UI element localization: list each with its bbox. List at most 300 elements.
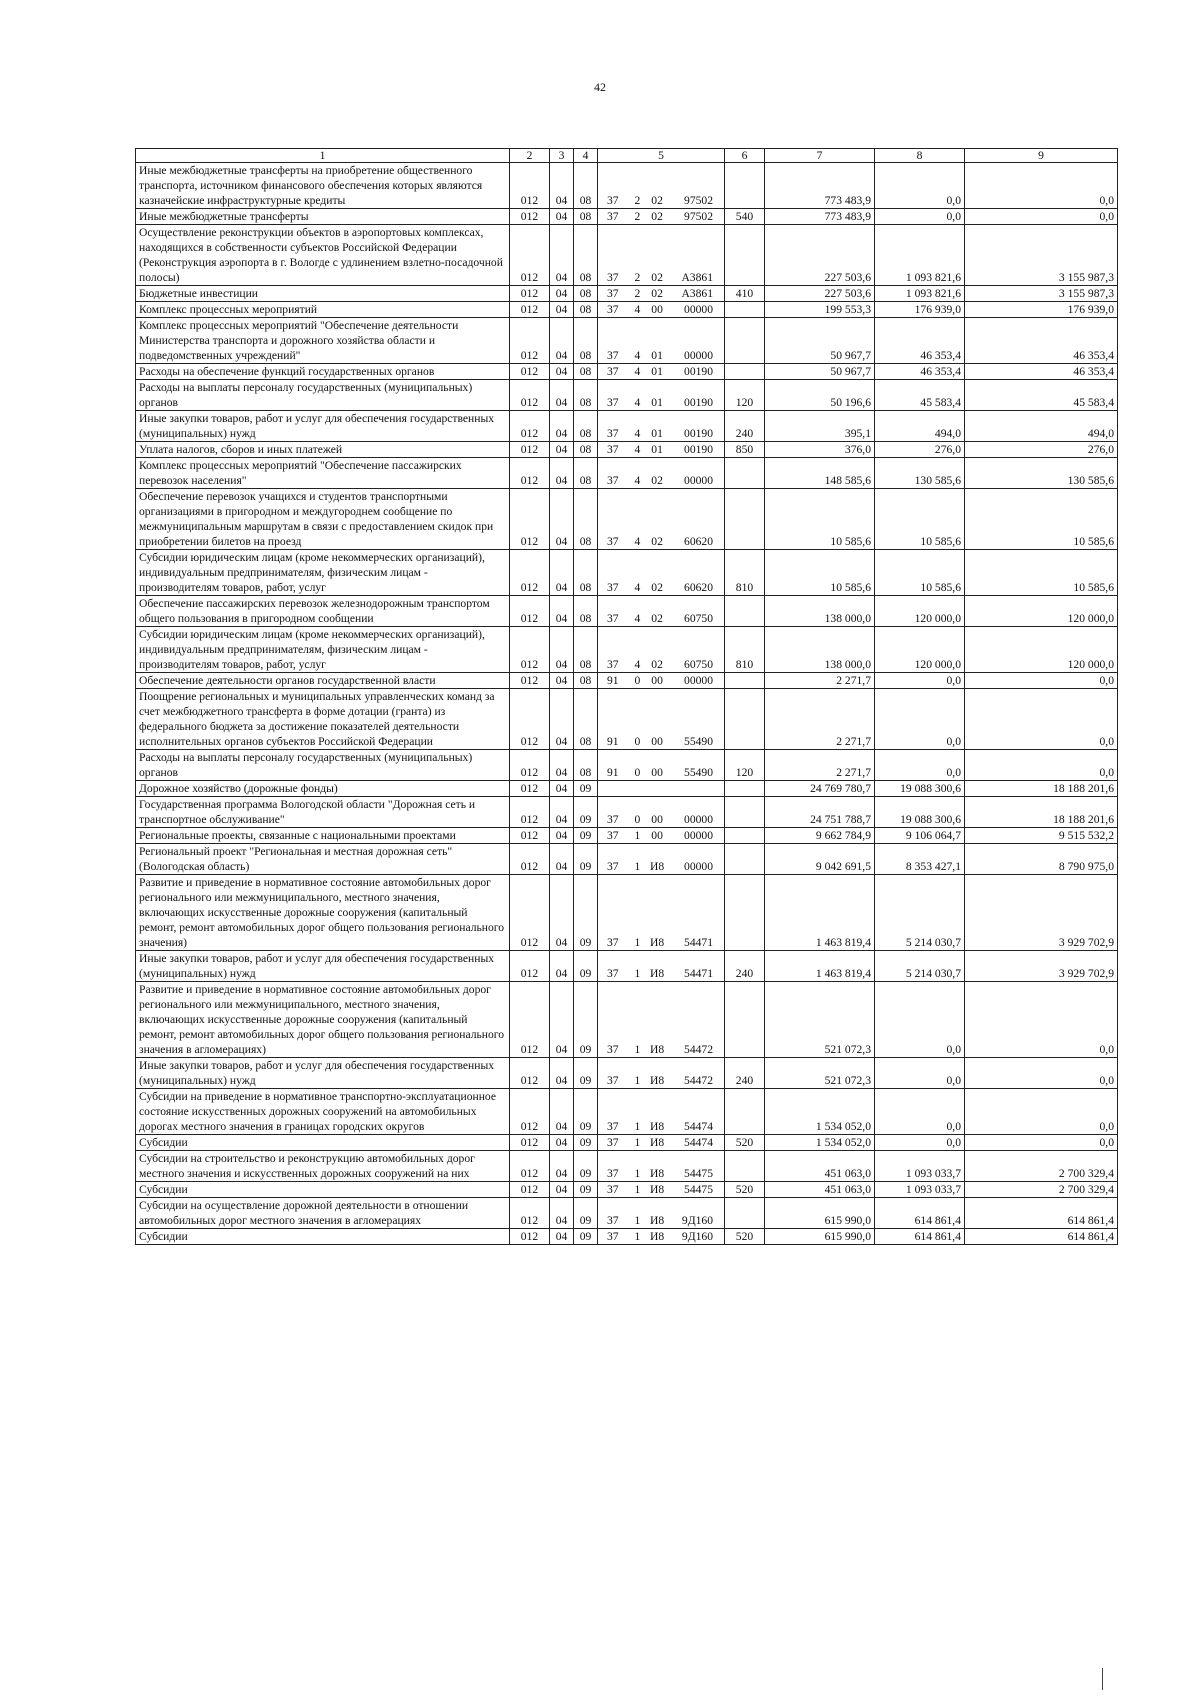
- row-amount-year2: 276,0: [875, 442, 965, 458]
- row-gr-code: 012: [510, 828, 550, 844]
- table-row: [136, 550, 1118, 596]
- row-target-article: [598, 1089, 725, 1135]
- row-target-article-cs1: 37: [607, 967, 619, 980]
- row-target-article-cs2: 0: [634, 766, 641, 779]
- row-target-article: [598, 163, 725, 209]
- row-vr-code: 240: [725, 1058, 765, 1089]
- row-target-article: [598, 750, 725, 781]
- row-target-article-cs4: 00190: [684, 443, 713, 456]
- row-gr-code: 012: [510, 209, 550, 225]
- row-target-article: [598, 1198, 725, 1229]
- row-vr-code: 520: [725, 1135, 765, 1151]
- row-target-article-cs4: 9Д160: [681, 1230, 713, 1243]
- row-pr-code: 09: [574, 828, 598, 844]
- row-amount-year1: 138 000,0: [765, 627, 875, 673]
- row-amount-year2: 0,0: [875, 689, 965, 750]
- row-vr-code: 810: [725, 550, 765, 596]
- row-name: Субсидии на осуществление дорожной деятельности в отношении автомобильных дорог местного значения в агломерациях: [136, 1198, 510, 1229]
- row-vr-code: 520: [725, 1229, 765, 1245]
- row-amount-year2: 19 088 300,6: [875, 797, 965, 828]
- row-amount-year3: 276,0: [965, 442, 1118, 458]
- row-target-article-cs4: 60750: [684, 612, 713, 625]
- row-amount-year1: 9 042 691,5: [765, 844, 875, 875]
- row-pr-code: 08: [574, 225, 598, 286]
- row-vr-code: [725, 689, 765, 750]
- row-target-article-cs1: 37: [607, 1136, 619, 1149]
- row-vr-code: [725, 225, 765, 286]
- row-target-article-cs3: И8: [649, 1167, 665, 1180]
- row-rz-code: 04: [550, 163, 574, 209]
- row-amount-year1: 50 967,7: [765, 364, 875, 380]
- row-target-article-cs4: 00000: [684, 860, 713, 873]
- row-pr-code: 09: [574, 1058, 598, 1089]
- row-target-article-cs2: 2: [634, 271, 641, 284]
- header-cell: 7: [765, 149, 875, 163]
- row-vr-code: [725, 163, 765, 209]
- row-vr-code: 520: [725, 1182, 765, 1198]
- row-amount-year2: 45 583,4: [875, 380, 965, 411]
- row-target-article-cs1: 37: [607, 365, 619, 378]
- header-cell: 9: [965, 149, 1118, 163]
- row-pr-code: 09: [574, 1151, 598, 1182]
- row-target-article-cs3: 02: [651, 271, 663, 284]
- row-amount-year2: 0,0: [875, 750, 965, 781]
- row-target-article-cs2: 4: [634, 658, 641, 671]
- row-amount-year2: 9 106 064,7: [875, 828, 965, 844]
- row-target-article-cs2: 2: [634, 287, 641, 300]
- row-target-article-cs1: 37: [607, 1120, 619, 1133]
- row-amount-year1: 227 503,6: [765, 286, 875, 302]
- row-target-article-cs2: 1: [634, 860, 641, 873]
- row-pr-code: 08: [574, 302, 598, 318]
- row-vr-code: [725, 828, 765, 844]
- row-rz-code: 04: [550, 828, 574, 844]
- row-rz-code: 04: [550, 1229, 574, 1245]
- row-target-article-cs1: 91: [607, 674, 619, 687]
- row-target-article-cs3: 01: [651, 365, 663, 378]
- row-amount-year3: 18 188 201,6: [965, 781, 1118, 797]
- row-pr-code: 09: [574, 1182, 598, 1198]
- row-rz-code: 04: [550, 875, 574, 951]
- row-gr-code: 012: [510, 411, 550, 442]
- row-target-article-cs1: 91: [607, 766, 619, 779]
- table-row: [136, 1135, 1118, 1151]
- row-target-article-cs3: И8: [649, 1136, 665, 1149]
- row-amount-year2: 0,0: [875, 673, 965, 689]
- header-cell: 3: [550, 149, 574, 163]
- table-row: [136, 982, 1118, 1058]
- row-amount-year1: 773 483,9: [765, 209, 875, 225]
- row-target-article-cs1: 37: [607, 427, 619, 440]
- row-target-article-cs2: 1: [634, 1230, 641, 1243]
- row-pr-code: 08: [574, 380, 598, 411]
- row-gr-code: 012: [510, 458, 550, 489]
- row-target-article-cs1: 37: [607, 829, 619, 842]
- row-target-article-cs1: 37: [607, 1043, 619, 1056]
- row-amount-year2: 10 585,6: [875, 489, 965, 550]
- row-amount-year3: 614 861,4: [965, 1198, 1118, 1229]
- row-target-article-cs2: 1: [634, 1136, 641, 1149]
- row-vr-code: 850: [725, 442, 765, 458]
- row-amount-year3: 46 353,4: [965, 318, 1118, 364]
- row-amount-year1: 376,0: [765, 442, 875, 458]
- row-target-article-cs1: 37: [607, 535, 619, 548]
- row-target-article-cs2: 1: [634, 1167, 641, 1180]
- row-vr-code: [725, 982, 765, 1058]
- table-row: [136, 875, 1118, 951]
- row-target-article: [598, 458, 725, 489]
- row-target-article-cs3: 00: [651, 813, 663, 826]
- row-pr-code: 08: [574, 364, 598, 380]
- row-target-article-cs4: 00000: [684, 829, 713, 842]
- row-rz-code: 04: [550, 1089, 574, 1135]
- row-rz-code: 04: [550, 380, 574, 411]
- row-amount-year2: 176 939,0: [875, 302, 965, 318]
- row-pr-code: 09: [574, 951, 598, 982]
- row-target-article-cs4: 60620: [684, 535, 713, 548]
- row-target-article-cs1: 37: [607, 1183, 619, 1196]
- row-amount-year3: 0,0: [965, 163, 1118, 209]
- row-amount-year3: 176 939,0: [965, 302, 1118, 318]
- row-name: Развитие и приведение в нормативное состояние автомобильных дорог регионального или межмуниципального, местного значения, включающих искусственные дорожные сооружения (капитальный ремонт, ремонт автомобильных дорог общего пользования регионального значения): [136, 875, 510, 951]
- row-target-article-cs1: 37: [607, 210, 619, 223]
- row-target-article-cs1: 37: [607, 443, 619, 456]
- table-row: [136, 627, 1118, 673]
- table-row: [136, 750, 1118, 781]
- row-target-article-cs1: 37: [607, 612, 619, 625]
- row-target-article: [598, 673, 725, 689]
- row-name: Иные межбюджетные трансферты: [136, 209, 510, 225]
- row-name: Осуществление реконструкции объектов в аэропортовых комплексах, находящихся в собственности субъектов Российской Федерации (Реконструкция аэропорта в г. Вологде с удлинением взлетно-посадочной полосы): [136, 225, 510, 286]
- table-row: [136, 411, 1118, 442]
- table-row: [136, 1058, 1118, 1089]
- row-target-article-cs4: 60620: [684, 581, 713, 594]
- row-name: Обеспечение деятельности органов государственной власти: [136, 673, 510, 689]
- row-gr-code: 012: [510, 875, 550, 951]
- page-number: 42: [594, 80, 606, 94]
- row-target-article-cs4: 60750: [684, 658, 713, 671]
- row-target-article-cs4: 00000: [684, 474, 713, 487]
- row-amount-year2: 614 861,4: [875, 1229, 965, 1245]
- row-rz-code: 04: [550, 797, 574, 828]
- row-amount-year2: 46 353,4: [875, 364, 965, 380]
- row-target-article-cs1: 37: [607, 1074, 619, 1087]
- row-target-article-cs2: 1: [634, 1074, 641, 1087]
- row-amount-year1: 1 534 052,0: [765, 1135, 875, 1151]
- row-rz-code: 04: [550, 689, 574, 750]
- row-name: Иные закупки товаров, работ и услуг для обеспечения государственных (муниципальных) нужд: [136, 411, 510, 442]
- row-amount-year2: 0,0: [875, 982, 965, 1058]
- row-target-article-cs2: 0: [634, 674, 641, 687]
- row-amount-year3: 46 353,4: [965, 364, 1118, 380]
- row-name: Иные закупки товаров, работ и услуг для обеспечения государственных (муниципальных) нужд: [136, 951, 510, 982]
- table-row: [136, 828, 1118, 844]
- row-target-article-cs4: 54471: [684, 936, 713, 949]
- row-gr-code: 012: [510, 1229, 550, 1245]
- row-target-article-cs3: 01: [651, 396, 663, 409]
- header-cell: 4: [574, 149, 598, 163]
- row-target-article-cs4: 54475: [684, 1183, 713, 1196]
- row-target-article-cs4: 54472: [684, 1074, 713, 1087]
- row-target-article: [598, 951, 725, 982]
- row-vr-code: [725, 596, 765, 627]
- row-name: Субсидии на приведение в нормативное транспортно-эксплуатационное состояние искусственных дорожных сооружений на автомобильных дорогах местного значения в границах городских округов: [136, 1089, 510, 1135]
- row-pr-code: 09: [574, 875, 598, 951]
- row-name: Расходы на выплаты персоналу государственных (муниципальных) органов: [136, 750, 510, 781]
- row-amount-year2: 0,0: [875, 1058, 965, 1089]
- row-target-article: [598, 875, 725, 951]
- row-target-article-cs3: 00: [651, 735, 663, 748]
- row-name: Комплекс процессных мероприятий "Обеспечение деятельности Министерства транспорта и дорожного хозяйства области и подведомственных учреждений": [136, 318, 510, 364]
- row-pr-code: 08: [574, 596, 598, 627]
- row-pr-code: 09: [574, 1135, 598, 1151]
- table-row: [136, 380, 1118, 411]
- row-amount-year1: 199 553,3: [765, 302, 875, 318]
- row-rz-code: 04: [550, 1198, 574, 1229]
- row-target-article: [598, 286, 725, 302]
- row-vr-code: 240: [725, 411, 765, 442]
- row-name: Развитие и приведение в нормативное состояние автомобильных дорог регионального или межмуниципального, местного значения, включающих искусственные дорожные сооружения (капитальный ремонт, ремонт автомобильных дорог общего пользования регионального значения в агломерациях): [136, 982, 510, 1058]
- row-amount-year1: 521 072,3: [765, 982, 875, 1058]
- row-target-article-cs4: 97502: [684, 210, 713, 223]
- table-row: [136, 844, 1118, 875]
- row-amount-year1: 521 072,3: [765, 1058, 875, 1089]
- row-target-article-cs1: 37: [607, 303, 619, 316]
- row-vr-code: [725, 458, 765, 489]
- row-amount-year3: 0,0: [965, 209, 1118, 225]
- row-gr-code: 012: [510, 1089, 550, 1135]
- row-target-article-cs1: 37: [607, 658, 619, 671]
- row-amount-year3: 0,0: [965, 750, 1118, 781]
- row-amount-year3: 130 585,6: [965, 458, 1118, 489]
- row-name: Субсидии юридическим лицам (кроме некоммерческих организаций), индивидуальным предпринимателям, физическим лицам - производителям товаров, работ, услуг: [136, 627, 510, 673]
- row-rz-code: 04: [550, 550, 574, 596]
- row-rz-code: 04: [550, 489, 574, 550]
- header-cell: 6: [725, 149, 765, 163]
- row-amount-year3: 614 861,4: [965, 1229, 1118, 1245]
- row-target-article-cs2: 2: [634, 210, 641, 223]
- table-row: [136, 1089, 1118, 1135]
- row-amount-year1: 1 463 819,4: [765, 875, 875, 951]
- row-gr-code: 012: [510, 225, 550, 286]
- row-amount-year1: 24 751 788,7: [765, 797, 875, 828]
- row-rz-code: 04: [550, 1058, 574, 1089]
- header-cell: 5: [598, 149, 725, 163]
- row-pr-code: 08: [574, 286, 598, 302]
- row-gr-code: 012: [510, 302, 550, 318]
- row-rz-code: 04: [550, 302, 574, 318]
- row-amount-year3: 494,0: [965, 411, 1118, 442]
- row-target-article-cs1: 37: [607, 936, 619, 949]
- row-amount-year3: 0,0: [965, 982, 1118, 1058]
- row-target-article-cs4: 00190: [684, 396, 713, 409]
- row-target-article-cs2: 4: [634, 396, 641, 409]
- table-row: [136, 951, 1118, 982]
- row-name: Уплата налогов, сборов и иных платежей: [136, 442, 510, 458]
- row-rz-code: 04: [550, 982, 574, 1058]
- row-amount-year2: 0,0: [875, 1089, 965, 1135]
- row-target-article-cs2: 1: [634, 829, 641, 842]
- row-target-article-cs4: 00190: [684, 365, 713, 378]
- table-row: [136, 596, 1118, 627]
- row-target-article-cs4: 55490: [684, 766, 713, 779]
- scan-mark: [1102, 1668, 1103, 1690]
- row-name: Поощрение региональных и муниципальных управленческих команд за счет межбюджетного трансферта в форме дотации (гранта) из федерального бюджета за достижение показателей деятельности исполнительных органов субъектов Российской Федерации: [136, 689, 510, 750]
- row-target-article-cs4: 55490: [684, 735, 713, 748]
- table-row: [136, 442, 1118, 458]
- row-target-article: [598, 689, 725, 750]
- row-amount-year3: 0,0: [965, 1058, 1118, 1089]
- row-name: Расходы на выплаты персоналу государственных (муниципальных) органов: [136, 380, 510, 411]
- row-pr-code: 08: [574, 442, 598, 458]
- row-amount-year2: 1 093 821,6: [875, 225, 965, 286]
- row-target-article: [598, 489, 725, 550]
- row-amount-year3: 2 700 329,4: [965, 1151, 1118, 1182]
- table-row: [136, 364, 1118, 380]
- row-target-article-cs1: 37: [607, 271, 619, 284]
- row-target-article-cs3: 01: [651, 427, 663, 440]
- row-gr-code: 012: [510, 163, 550, 209]
- row-amount-year1: 615 990,0: [765, 1198, 875, 1229]
- row-target-article-cs2: 1: [634, 1183, 641, 1196]
- row-gr-code: 012: [510, 982, 550, 1058]
- table-row: [136, 1198, 1118, 1229]
- row-target-article-cs1: 37: [607, 860, 619, 873]
- table-row: [136, 1229, 1118, 1245]
- row-target-article-cs3: И8: [649, 860, 665, 873]
- row-gr-code: 012: [510, 286, 550, 302]
- row-pr-code: 08: [574, 550, 598, 596]
- row-amount-year1: 50 196,6: [765, 380, 875, 411]
- row-amount-year2: 46 353,4: [875, 318, 965, 364]
- row-vr-code: [725, 673, 765, 689]
- header-row: [136, 149, 1118, 163]
- row-amount-year2: 5 214 030,7: [875, 875, 965, 951]
- row-gr-code: 012: [510, 1198, 550, 1229]
- row-target-article: [598, 411, 725, 442]
- row-target-article-cs4: А3861: [681, 287, 713, 300]
- row-name: Иные закупки товаров, работ и услуг для обеспечения государственных (муниципальных) нужд: [136, 1058, 510, 1089]
- row-amount-year1: 24 769 780,7: [765, 781, 875, 797]
- row-target-article-cs1: 37: [607, 349, 619, 362]
- row-target-article-cs2: 4: [634, 303, 641, 316]
- row-target-article-cs2: 4: [634, 365, 641, 378]
- row-vr-code: 120: [725, 380, 765, 411]
- row-amount-year2: 5 214 030,7: [875, 951, 965, 982]
- row-target-article: [598, 627, 725, 673]
- row-rz-code: 04: [550, 781, 574, 797]
- row-target-article-cs3: 02: [651, 535, 663, 548]
- row-target-article-cs3: 00: [651, 829, 663, 842]
- row-pr-code: 09: [574, 844, 598, 875]
- row-name: Региональный проект "Региональная и местная дорожная сеть" (Вологодская область): [136, 844, 510, 875]
- row-target-article-cs3: 02: [651, 658, 663, 671]
- row-vr-code: 810: [725, 627, 765, 673]
- row-target-article-cs4: 00000: [684, 674, 713, 687]
- row-target-article: [598, 302, 725, 318]
- table-row: [136, 458, 1118, 489]
- row-amount-year1: 2 271,7: [765, 673, 875, 689]
- row-name: Субсидии на строительство и реконструкцию автомобильных дорог местного значения и искусственных дорожных сооружений на них: [136, 1151, 510, 1182]
- row-target-article-cs2: 4: [634, 612, 641, 625]
- row-amount-year3: 9 515 532,2: [965, 828, 1118, 844]
- table-row: [136, 781, 1118, 797]
- row-gr-code: 012: [510, 1151, 550, 1182]
- row-amount-year1: 148 585,6: [765, 458, 875, 489]
- row-target-article: [598, 209, 725, 225]
- table-row: [136, 286, 1118, 302]
- row-target-article-cs1: 37: [607, 474, 619, 487]
- row-vr-code: 120: [725, 750, 765, 781]
- row-pr-code: 08: [574, 209, 598, 225]
- row-name: Субсидии: [136, 1135, 510, 1151]
- row-target-article-cs3: И8: [649, 1120, 665, 1133]
- row-name: Обеспечение пассажирских перевозок железнодорожным транспортом общего пользования в пригородном сообщении: [136, 596, 510, 627]
- row-pr-code: 08: [574, 627, 598, 673]
- row-rz-code: 04: [550, 225, 574, 286]
- row-name: Расходы на обеспечение функций государственных органов: [136, 364, 510, 380]
- row-amount-year2: 8 353 427,1: [875, 844, 965, 875]
- row-target-article: [598, 550, 725, 596]
- row-pr-code: 08: [574, 318, 598, 364]
- row-vr-code: 540: [725, 209, 765, 225]
- row-target-article-cs3: 02: [651, 581, 663, 594]
- row-target-article-cs2: 4: [634, 474, 641, 487]
- row-gr-code: 012: [510, 550, 550, 596]
- row-amount-year3: 120 000,0: [965, 627, 1118, 673]
- row-pr-code: 08: [574, 750, 598, 781]
- row-vr-code: 240: [725, 951, 765, 982]
- row-target-article-cs2: 4: [634, 581, 641, 594]
- header-cell: 2: [510, 149, 550, 163]
- row-gr-code: 012: [510, 781, 550, 797]
- row-amount-year2: 1 093 033,7: [875, 1182, 965, 1198]
- row-amount-year3: 18 188 201,6: [965, 797, 1118, 828]
- row-target-article: [598, 318, 725, 364]
- row-target-article-cs4: 00190: [684, 427, 713, 440]
- row-amount-year3: 3 929 702,9: [965, 951, 1118, 982]
- row-name: Региональные проекты, связанные с национальными проектами: [136, 828, 510, 844]
- row-target-article-cs4: 54475: [684, 1167, 713, 1180]
- row-amount-year3: 0,0: [965, 1135, 1118, 1151]
- row-pr-code: 09: [574, 797, 598, 828]
- budget-table: [135, 148, 1118, 1245]
- row-amount-year3: 120 000,0: [965, 596, 1118, 627]
- row-target-article-cs3: 00: [651, 674, 663, 687]
- row-target-article-cs2: 1: [634, 936, 641, 949]
- row-target-article: [598, 380, 725, 411]
- row-target-article: [598, 1151, 725, 1182]
- row-target-article-cs4: 00000: [684, 349, 713, 362]
- row-target-article-cs1: 37: [607, 1214, 619, 1227]
- row-target-article-cs1: 37: [607, 813, 619, 826]
- row-name: Бюджетные инвестиции: [136, 286, 510, 302]
- row-target-article-cs2: 2: [634, 194, 641, 207]
- row-gr-code: 012: [510, 489, 550, 550]
- row-rz-code: 04: [550, 673, 574, 689]
- row-target-article: [598, 1058, 725, 1089]
- row-amount-year2: 0,0: [875, 1135, 965, 1151]
- row-target-article-cs2: 4: [634, 443, 641, 456]
- table-row: [136, 1151, 1118, 1182]
- row-name: Субсидии юридическим лицам (кроме некоммерческих организаций), индивидуальным предпринимателям, физическим лицам - производителям товаров, работ, услуг: [136, 550, 510, 596]
- row-vr-code: [725, 875, 765, 951]
- row-amount-year3: 3 155 987,3: [965, 286, 1118, 302]
- row-target-article-cs3: 01: [651, 349, 663, 362]
- row-pr-code: 08: [574, 411, 598, 442]
- row-rz-code: 04: [550, 1182, 574, 1198]
- row-gr-code: 012: [510, 689, 550, 750]
